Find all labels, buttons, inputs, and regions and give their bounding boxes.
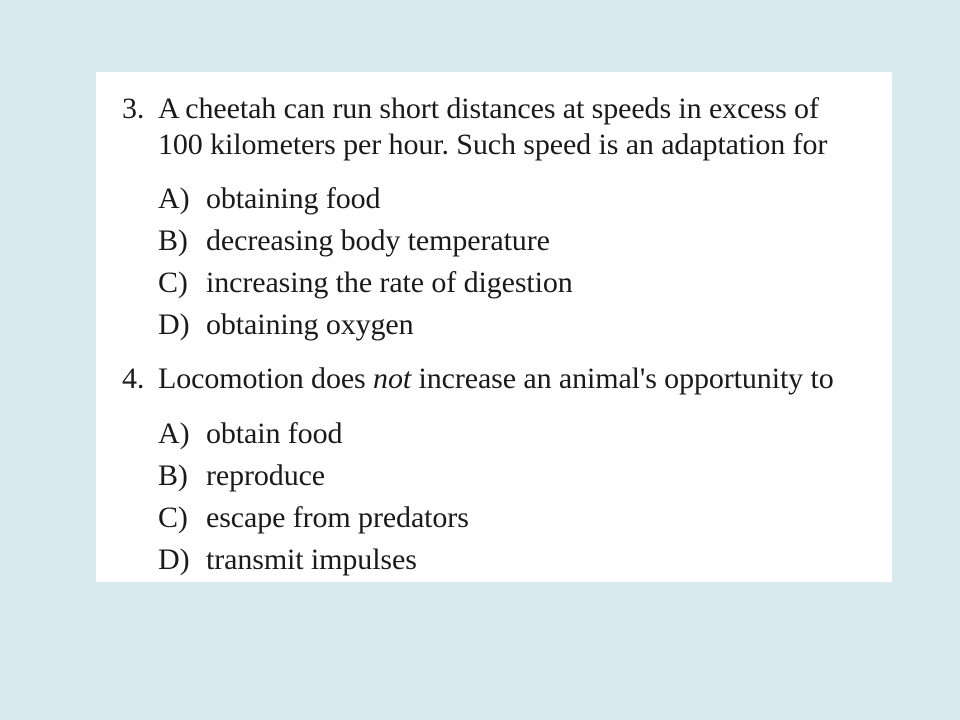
option-letter: D): [158, 543, 190, 576]
option-text: increasing the rate of digestion: [206, 266, 573, 299]
question-number: 3.: [122, 92, 145, 125]
option-letter: A): [158, 417, 190, 450]
option-text: obtaining food: [206, 182, 381, 215]
question-text: [158, 362, 834, 396]
option-letter: C): [158, 266, 188, 299]
option-text: obtaining oxygen: [206, 308, 414, 341]
option-text: transmit impulses: [206, 543, 417, 576]
option-letter: C): [158, 501, 188, 534]
question-text-after: increase an animal's opportunity to: [411, 362, 834, 395]
option-text: obtain food: [206, 417, 343, 450]
question-card: [96, 72, 892, 582]
question-text-emphasis: not: [373, 362, 412, 395]
option-letter: B): [158, 459, 188, 492]
question-text: A cheetah can run short distances at speeds in excess of: [158, 92, 819, 125]
option-text: decreasing body temperature: [206, 224, 550, 257]
question-text: 100 kilometers per hour. Such speed is an adaptation for: [158, 128, 828, 161]
question-text-before: Locomotion does: [158, 362, 374, 395]
option-text: reproduce: [206, 459, 326, 492]
option-letter: A): [158, 182, 190, 215]
option-letter: B): [158, 224, 188, 257]
question-number: 4.: [122, 362, 145, 395]
option-text: escape from predators: [206, 501, 469, 534]
option-letter: D): [158, 308, 190, 341]
